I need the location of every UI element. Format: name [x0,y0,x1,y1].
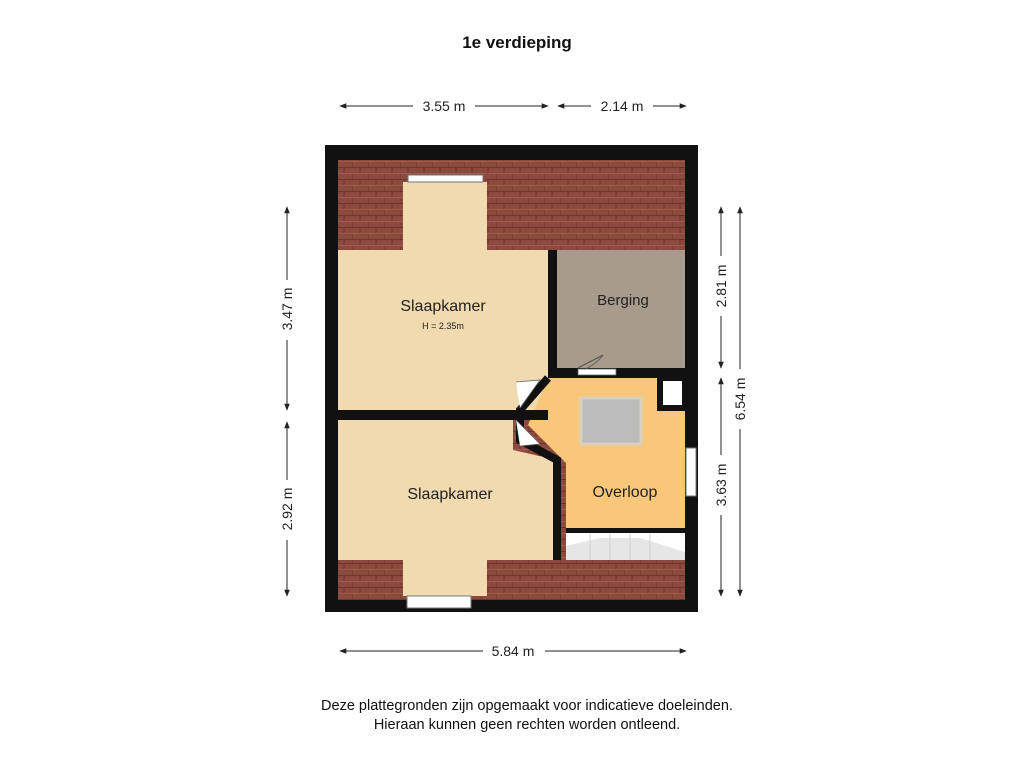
window-bottom [407,596,471,608]
shaft [660,378,685,408]
label-overloop: Overloop [592,484,658,501]
dim-left-upper: 3.47 m [279,287,295,331]
dim-right-total: 6.54 m [732,377,748,421]
disclaimer [0,697,1024,735]
ceiling-hatch [581,398,641,444]
dim-top-right: 2.14 m [600,98,644,114]
dim-right-lower: 3.63 m [713,463,729,507]
disclaimer-line-2: Hieraan kunnen geen rechten worden ontleend. [373,717,681,733]
label-berging: Berging [597,292,649,309]
dim-left-lower: 2.92 m [279,487,295,531]
window-right [686,448,696,496]
label-slaapkamer-top: Slaapkamer [400,298,486,315]
door-berging [578,369,616,375]
dim-bottom: 5.84 m [491,643,535,659]
disclaimer-line-1: Deze plattegronden zijn opgemaakt voor indicatieve doeleinden. [321,698,733,714]
dim-right-upper: 2.81 m [713,264,729,308]
dim-top-left: 3.55 m [422,98,466,114]
berging-room [557,250,685,368]
floor-title: 1e verdieping [462,33,572,52]
label-ceiling-height: H = 2.35m [422,321,464,331]
window-top [408,175,483,182]
label-slaapkamer-bottom: Slaapkamer [407,486,493,503]
